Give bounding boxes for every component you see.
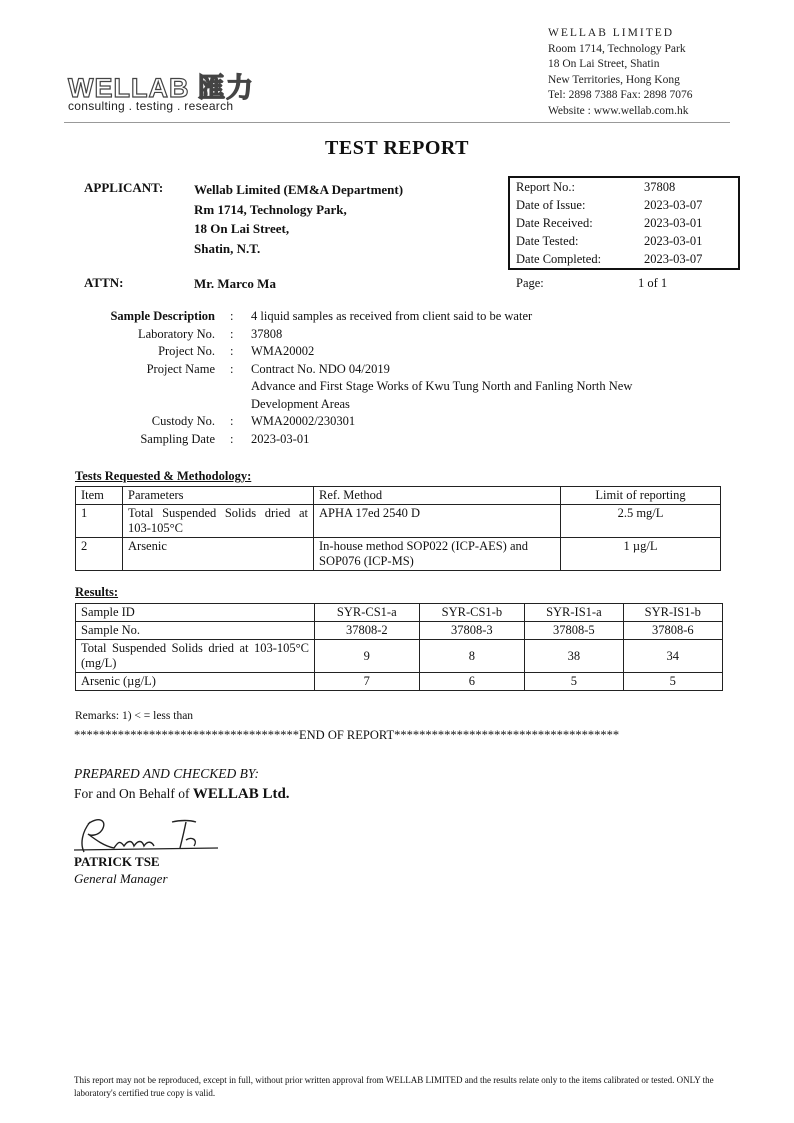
table-row <box>76 640 723 673</box>
row-label: Arsenic (µg/L) <box>76 673 315 691</box>
project-no-value: WMA20002 <box>251 344 315 358</box>
end-of-report-line: ************************************END OF REPORT************************************ <box>74 728 620 742</box>
colon: : <box>230 326 234 341</box>
address-line: 18 On Lai Street, Shatin <box>548 58 660 70</box>
header-divider <box>64 122 730 123</box>
page-label: Page: <box>516 276 544 290</box>
sample-id-cell: SYR-IS1-b <box>623 604 722 622</box>
methodology-heading: Tests Requested & Methodology: <box>75 469 252 483</box>
colon: : <box>230 414 234 428</box>
table-row <box>76 622 723 640</box>
sample-description-row <box>80 308 740 326</box>
company-logo: WELLAB 匯力 <box>68 73 254 103</box>
behalf-line <box>74 786 290 803</box>
behalf-prefix: For and On Behalf of <box>74 786 190 801</box>
info-key: Date Received: <box>516 216 593 230</box>
info-value: 2023-03-01 <box>644 216 703 230</box>
sampling-date-row <box>80 431 740 449</box>
results-table <box>75 603 723 691</box>
sample-no-cell: 37808-5 <box>525 622 623 640</box>
tss-value-cell: 34 <box>623 640 722 673</box>
applicant-line: Wellab Limited (EM&A Department) <box>194 182 404 197</box>
applicant-address <box>194 180 403 258</box>
project-name-line: Advance and First Stage Works of Kwu Tung North and Fanling North New <box>251 379 633 393</box>
sample-id-cell: SYR-CS1-b <box>419 604 525 622</box>
report-info-box <box>508 176 740 270</box>
applicant-label: APPLICANT: <box>84 180 164 195</box>
colon: : <box>230 309 234 323</box>
sample-details <box>80 308 740 448</box>
applicant-line: 18 On Lai Street, <box>194 221 290 236</box>
signatory-position: General Manager <box>74 871 168 886</box>
row-label: Total Suspended Solids dried at 103-105°C (mg/L) <box>76 640 315 673</box>
sample-description-value: 4 liquid samples as received from client said to be water <box>251 309 533 323</box>
applicant-line: Rm 1714, Technology Park, <box>194 201 347 217</box>
company-tagline: consulting . testing . research <box>68 99 234 113</box>
cell-item: 2 <box>76 538 123 571</box>
colon: : <box>230 431 234 446</box>
contact-line: Tel: 2898 7388 Fax: 2898 7076 <box>548 89 693 101</box>
signatory-name: PATRICK TSE <box>74 854 160 869</box>
cell-method: In-house method SOP022 (ICP-AES) and SOP076 (ICP-MS) <box>314 538 561 571</box>
tss-value-cell: 38 <box>525 640 623 673</box>
info-key: Date of Issue: <box>516 198 586 212</box>
project-name-label: Project Name <box>146 361 215 376</box>
cell-item: 1 <box>76 505 123 538</box>
header-ref-method: Ref. Method <box>314 487 561 505</box>
project-name-line: Development Areas <box>251 396 350 411</box>
info-value: 2023-03-01 <box>644 234 703 248</box>
header-item: Item <box>76 487 123 505</box>
address-line: New Territories, Hong Kong <box>548 73 680 86</box>
project-no-label: Project No. <box>158 344 215 358</box>
sample-no-cell: 37808-3 <box>419 622 525 640</box>
handwritten-signature <box>68 810 228 858</box>
info-key: Date Tested: <box>516 234 579 248</box>
attn-label: ATTN: <box>84 275 124 290</box>
info-value: 37808 <box>644 180 676 194</box>
lab-no-row <box>80 326 740 344</box>
colon: : <box>230 344 234 358</box>
header-parameters: Parameters <box>123 487 314 505</box>
sample-no-cell: 37808-2 <box>315 622 420 640</box>
arsenic-value-cell: 5 <box>623 673 722 691</box>
arsenic-value-cell: 5 <box>525 673 623 691</box>
lab-no-value: 37808 <box>251 326 283 341</box>
project-name-value <box>251 361 731 414</box>
company-address-block <box>548 26 693 119</box>
sample-id-cell: SYR-IS1-a <box>525 604 623 622</box>
methodology-table <box>75 486 721 571</box>
cell-method: APHA 17ed 2540 D <box>314 505 561 538</box>
cell-parameter: Arsenic <box>123 538 314 571</box>
sample-description-label: Sample Description <box>110 309 215 323</box>
page-value: 1 of 1 <box>638 276 668 290</box>
applicant-line: Shatin, N.T. <box>194 240 261 256</box>
info-key: Report No.: <box>516 180 576 194</box>
info-row-date-completed <box>516 252 732 271</box>
prepared-by-heading: PREPARED AND CHECKED BY: <box>74 766 259 781</box>
project-name-line: Contract No. NDO 04/2019 <box>251 361 390 376</box>
tss-value-cell: 9 <box>315 640 420 673</box>
info-row-date-of-issue <box>516 198 732 217</box>
remarks: Remarks: 1) < = less than <box>75 710 194 722</box>
info-value: 2023-03-07 <box>644 198 703 212</box>
info-row-report-no <box>516 180 732 199</box>
sample-id-cell: SYR-CS1-a <box>315 604 420 622</box>
tss-value-cell: 8 <box>419 640 525 673</box>
info-key: Date Completed: <box>516 252 602 266</box>
row-label: Sample ID <box>76 604 315 622</box>
company-name: WELLAB LIMITED <box>548 27 675 39</box>
table-row <box>76 604 723 622</box>
cell-parameter: Total Suspended Solids dried at 103-105°C <box>123 505 314 538</box>
cell-limit: 2.5 mg/L <box>561 505 721 538</box>
behalf-company: WELLAB Ltd. <box>192 786 290 802</box>
arsenic-value-cell: 7 <box>315 673 420 691</box>
table-row <box>76 538 721 571</box>
header-limit: Limit of reporting <box>561 487 721 505</box>
arsenic-value-cell: 6 <box>419 673 525 691</box>
info-row-date-received <box>516 216 732 235</box>
table-row <box>76 673 723 691</box>
page-title: TEST REPORT <box>325 137 469 159</box>
footer-disclaimer: This report may not be reproduced, except in full, without prior written approval from WELLAB LIMITED and the results relate only to the items calibrated or tested. ONLY the laboratory's certified true copy is valid. <box>74 1075 714 1098</box>
sampling-date-label: Sampling Date <box>140 431 215 446</box>
custody-no-label: Custody No. <box>151 414 215 428</box>
colon: : <box>230 361 234 376</box>
attn-name: Mr. Marco Ma <box>194 276 276 291</box>
project-name-row <box>80 361 740 414</box>
address-line: Room 1714, Technology Park <box>548 42 686 55</box>
table-header-row <box>76 487 721 505</box>
row-label: Sample No. <box>76 622 315 640</box>
website-line: Website : www.wellab.com.hk <box>548 104 689 117</box>
sample-no-cell: 37808-6 <box>623 622 722 640</box>
custody-no-row <box>80 413 740 431</box>
results-heading: Results: <box>75 585 119 599</box>
custody-no-value: WMA20002/230301 <box>251 414 356 428</box>
info-row-date-tested <box>516 234 732 253</box>
lab-no-label: Laboratory No. <box>137 326 215 341</box>
table-row <box>76 505 721 538</box>
sampling-date-value: 2023-03-01 <box>251 431 310 446</box>
cell-limit: 1 µg/L <box>561 538 721 571</box>
info-value: 2023-03-07 <box>644 252 703 266</box>
project-no-row <box>80 343 740 361</box>
